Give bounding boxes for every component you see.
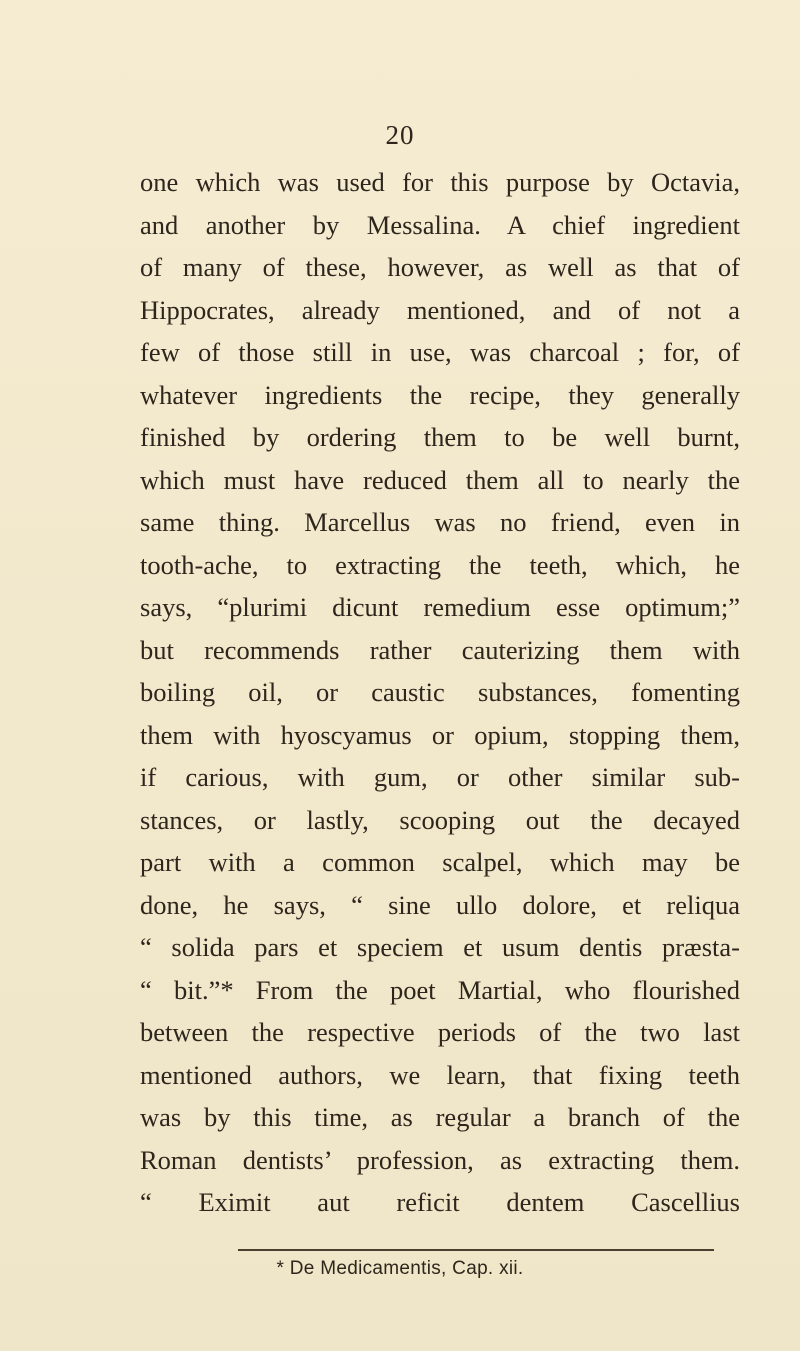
text-line: of many of these, however, as well as that of xyxy=(140,252,740,282)
page-number: 20 xyxy=(385,120,415,150)
text-line: one which was used for this purpose by Octavia, xyxy=(140,167,740,197)
text-line: part with a common scalpel, which may be xyxy=(140,847,740,877)
text-line: says, “plurimi dicunt remedium esse optimum;” xyxy=(140,592,740,622)
text-line: done, he says, “ sine ullo dolore, et reliqua xyxy=(140,889,740,920)
text-line: Hippocrates, already mentioned, and of not a xyxy=(140,294,740,325)
text-line: and another by Messalina. A chief ingredient xyxy=(140,209,740,240)
text-line: boiling oil, or caustic substances, fomenting xyxy=(140,677,740,707)
text-line: but recommends rather cauterizing them with xyxy=(140,634,740,665)
text-line: whatever ingredients the recipe, they generally xyxy=(140,379,740,410)
text-line: if carious, with gum, or other similar sub- xyxy=(140,762,740,792)
text-line: mentioned authors, we learn, that fixing teeth xyxy=(140,1059,740,1090)
text-line: finished by ordering them to be well burnt, xyxy=(140,422,740,452)
text-line: tooth-ache, to extracting the teeth, which, he xyxy=(140,549,740,580)
text-line: “ Eximit aut reficit dentem Cascellius xyxy=(140,1187,740,1217)
text-line: them with hyoscyamus or opium, stopping them, xyxy=(140,719,740,750)
footnote: * De Medicamentis, Cap. xii. xyxy=(276,1258,524,1279)
text-line: was by this time, as regular a branch of the xyxy=(140,1102,740,1132)
text-line: Roman dentists’ profession, as extracting them. xyxy=(140,1144,740,1175)
text-line: “ bit.”* From the poet Martial, who flourished xyxy=(140,974,740,1005)
text-line: “ solida pars et speciem et usum dentis præsta- xyxy=(140,932,740,962)
text-line: stances, or lastly, scooping out the decayed xyxy=(140,804,740,835)
body-text xyxy=(140,161,740,1224)
text-line: few of those still in use, was charcoal ; for, of xyxy=(140,337,740,367)
text-line: same thing. Marcellus was no friend, even in xyxy=(140,507,740,537)
text-line: which must have reduced them all to nearly the xyxy=(140,464,740,495)
footnote-divider xyxy=(238,1249,714,1251)
text-line: between the respective periods of the two last xyxy=(140,1017,740,1047)
